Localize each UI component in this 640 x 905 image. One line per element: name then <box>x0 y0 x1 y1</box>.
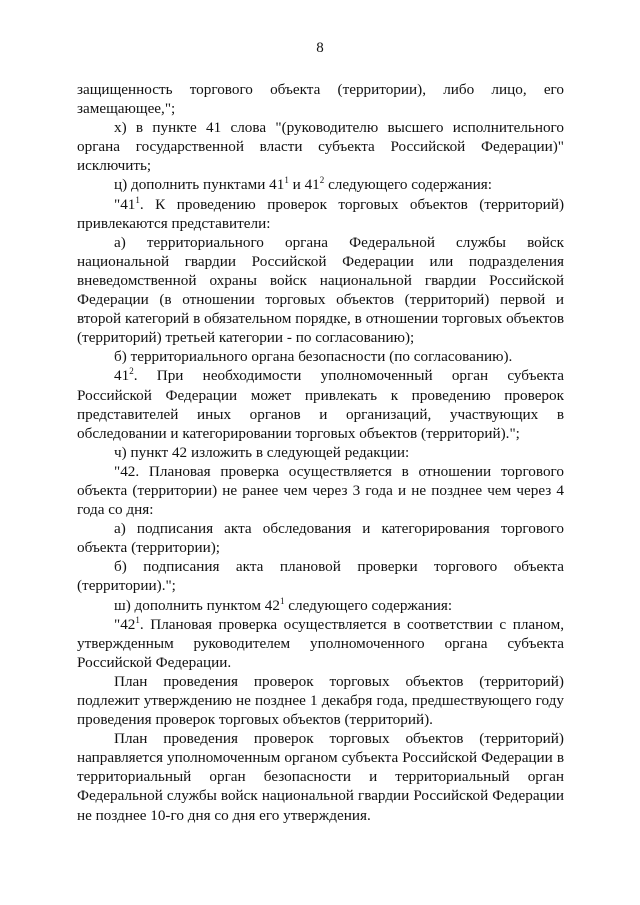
paragraph: ш) дополнить пунктом $42^1$ следующего содержания: <box>114 595 453 614</box>
paragraph: "$42^1$. Плановая проверка осуществляется в соответствии с планом, утвержденным руководителем уполномоченного органа субъекта Российской Федерации. <box>77 614 564 671</box>
paragraph: "42. Плановая проверка осуществляется в отношении торгового объекта (территории) не ранее чем через 3 года и не позднее чем через 4 года со дня: <box>77 462 564 519</box>
document-body <box>77 80 564 825</box>
paragraph: а) подписания акта обследования и категорирования торгового объекта (территории); <box>77 520 564 557</box>
paragraph: х) в пункте 41 слова "(руководителю высшего исполнительного органа государственной власти субъекта Российской Федерации)" исключить; <box>77 119 564 175</box>
paragraph: ц) дополнить пунктами $41^1$ и $41^2$ следующего содержания: <box>114 175 492 194</box>
paragraph: ч) пункт 42 изложить в следующей редакции: <box>114 443 410 461</box>
paragraph: а) территориального органа Федеральной службы войск национальной гвардии Российской Федерации или подразделения вневедомственной охраны войск национальной гвардии Российской Федерации (в отношении торговых объектов (территорий) первой и второй категорий в обязательном порядке, в отношении торговых объектов (территорий) третьей категории - по согласованию); <box>77 233 564 347</box>
paragraph: б) подписания акта плановой проверки торгового объекта (территории)."; <box>77 558 564 595</box>
paragraph: защищенность торгового объекта (территории), либо лицо, его замещающее,"; <box>77 81 564 118</box>
paragraph: б) территориального органа безопасности (по согласованию). <box>114 348 513 366</box>
paragraph: План проведения проверок торговых объектов (территорий) направляется уполномоченным органом субъекта Российской Федерации в территориальный орган безопасности и территориальный орган Федеральной службы войск национальной гвардии Российской Федерации не позднее 10-го дня со дня его утверждения. <box>77 730 564 824</box>
page-number: 8 <box>316 40 324 56</box>
paragraph: "$41^1$. К проведению проверок торговых объектов (территорий) привлекаются представители: <box>77 194 564 232</box>
paragraph: План проведения проверок торговых объектов (территорий) подлежит утверждению не позднее 1 декабря года, предшествующего году проведения проверок торговых объектов (территорий). <box>77 672 564 729</box>
paragraph: $41^2$. При необходимости уполномоченный орган субъекта Российской Федерации может привлекать к проведению проверок представителей иных органов и организаций, участвующих в обследовании и категорировании торговых объектов (территорий)."; <box>77 366 564 442</box>
